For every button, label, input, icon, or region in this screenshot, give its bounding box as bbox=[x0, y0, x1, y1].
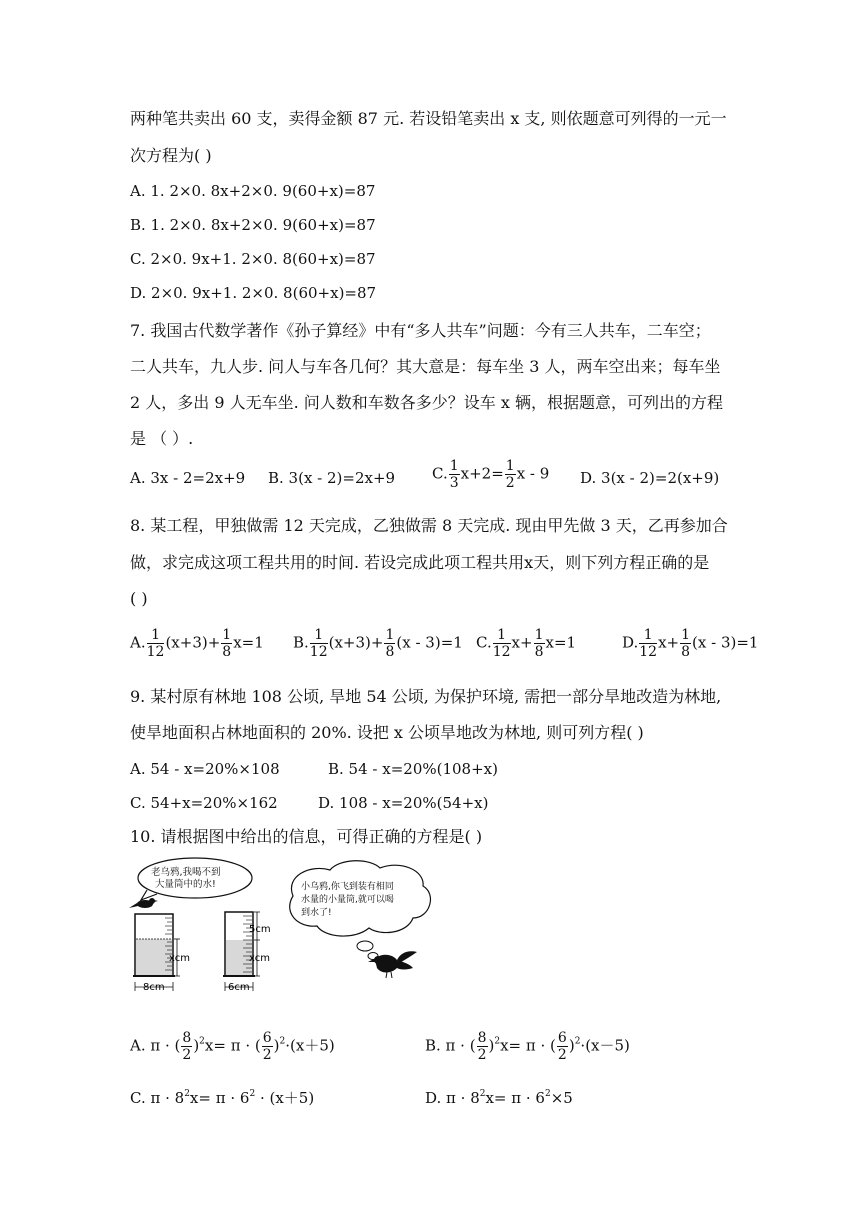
bubble-left-line1: 老乌鸦,我喝不到 bbox=[151, 867, 221, 878]
numerator: 8 bbox=[182, 1030, 192, 1046]
denominator: 8 bbox=[534, 644, 544, 660]
numerator: 1 bbox=[681, 627, 691, 643]
expression-part: ·(x－5) bbox=[580, 1036, 630, 1055]
bubble-left-line2: 大量筒中的水! bbox=[155, 879, 216, 890]
fraction bbox=[505, 458, 516, 491]
numerator: 1 bbox=[534, 627, 544, 643]
fraction bbox=[557, 1030, 568, 1063]
q8-option-d bbox=[622, 627, 758, 660]
numerator: 1 bbox=[310, 627, 328, 644]
exponent: 2 bbox=[574, 1036, 581, 1047]
q6-option-c: C. 2×0. 9x+1. 2×0. 8(60+x)=87 bbox=[130, 250, 376, 268]
numerator: 1 bbox=[505, 458, 515, 474]
denominator: 2 bbox=[557, 1047, 567, 1063]
q7-line2: 二人共车，九人步. 问人与车各几何？其大意是：每车坐 3 人，两车空出来；每车坐 bbox=[130, 357, 721, 376]
fraction bbox=[147, 627, 165, 660]
q9-line2: 使旱地面积占林地面积的 20%. 设把 x 公顷旱地改为林地, 则可列方程( ) bbox=[130, 723, 644, 742]
bubble-right-line2: 水量的小量筒,就可以喝 bbox=[301, 895, 394, 905]
q8-line2: 做，求完成这项工程共用的时间. 若设完成此项工程共用x天，则下列方程正确的是 bbox=[130, 553, 710, 572]
numerator: 1 bbox=[493, 627, 511, 644]
expression-part: ) bbox=[488, 1036, 495, 1055]
q8-option-c bbox=[476, 627, 576, 660]
q6-option-b: B. 1. 2×0. 8x+2×0. 9(60+x)=87 bbox=[130, 216, 376, 234]
expression-part: B. π · ( bbox=[425, 1036, 476, 1055]
option-letter: C. bbox=[476, 633, 492, 652]
q8-line3: ( ) bbox=[130, 589, 148, 608]
expression-part: D. π · 8 bbox=[425, 1089, 480, 1107]
q10-option-d bbox=[425, 1083, 573, 1109]
expression-part: A. π · ( bbox=[130, 1036, 181, 1055]
expression-part: x= π · 6 bbox=[189, 1089, 250, 1107]
denominator: 8 bbox=[222, 644, 232, 660]
speech-bubble-left bbox=[138, 858, 252, 898]
denominator: 2 bbox=[182, 1047, 192, 1063]
exponent: 2 bbox=[199, 1036, 205, 1047]
expression-part: x= π · ( bbox=[204, 1036, 261, 1055]
numerator: 1 bbox=[147, 627, 165, 644]
exponent: 2 bbox=[279, 1036, 286, 1047]
numerator: 6 bbox=[557, 1030, 567, 1046]
option-letter: B. bbox=[293, 633, 309, 652]
expression-part: ) bbox=[193, 1036, 200, 1055]
label-x-cm-small: xcm bbox=[249, 953, 270, 964]
option-letter: A. bbox=[130, 633, 146, 652]
q10-option-c bbox=[130, 1083, 314, 1109]
option-letter: C. bbox=[432, 464, 448, 483]
q9-option-c: C. 54+x=20%×162 bbox=[130, 794, 278, 812]
expression-part: (x - 3)=1 bbox=[692, 633, 759, 652]
expression-part: C. π · 8 bbox=[130, 1089, 185, 1107]
expression-part: x+2= bbox=[460, 464, 504, 483]
numerator: 1 bbox=[385, 627, 395, 643]
q9-line1: 9. 某村原有林地 108 公顷, 旱地 54 公顷, 为保护环境, 需把一部分旱地改造为林地, bbox=[130, 687, 722, 706]
q8-option-b bbox=[293, 627, 463, 660]
label-5cm: 5cm bbox=[249, 924, 271, 935]
expression-part: x= π · ( bbox=[500, 1036, 556, 1055]
exponent: 2 bbox=[479, 1089, 486, 1099]
expression-part: (x - 3)=1 bbox=[396, 633, 463, 652]
q7-line3: 2 人，多出 9 人无车坐. 问人数和车数各多少？设车 x 辆，根据题意，可列出的方程 bbox=[130, 393, 723, 412]
numerator: 1 bbox=[639, 627, 657, 644]
bubble-right-line3: 到水了! bbox=[301, 908, 332, 918]
fraction bbox=[262, 1030, 273, 1063]
q7-line4: 是 （ ）. bbox=[130, 429, 194, 448]
denominator: 12 bbox=[146, 644, 165, 660]
fraction bbox=[639, 627, 657, 660]
fraction bbox=[493, 627, 511, 660]
expression-part: ·(x＋5) bbox=[285, 1036, 335, 1055]
fraction bbox=[310, 627, 328, 660]
q10-figure bbox=[125, 856, 545, 996]
fraction bbox=[449, 458, 460, 491]
denominator: 3 bbox=[449, 475, 459, 491]
q9-option-b: B. 54 - x=20%(108+x) bbox=[328, 760, 498, 778]
large-cylinder bbox=[133, 914, 190, 993]
fraction bbox=[384, 627, 395, 660]
expression-part: x+ bbox=[511, 633, 533, 652]
exponent: 2 bbox=[249, 1089, 256, 1099]
numerator: 6 bbox=[262, 1030, 272, 1046]
small-cylinder bbox=[223, 912, 271, 993]
exponent: 2 bbox=[544, 1089, 551, 1099]
fraction bbox=[534, 627, 545, 660]
q9-option-a: A. 54 - x=20%×108 bbox=[130, 760, 280, 778]
q6-option-d: D. 2×0. 9x+1. 2×0. 8(60+x)=87 bbox=[130, 284, 377, 302]
expression-part: · (x＋5) bbox=[255, 1089, 315, 1107]
label-6cm: 6cm bbox=[228, 982, 250, 993]
denominator: 2 bbox=[262, 1047, 272, 1063]
q7-line1: 7. 我国古代数学著作《孙子算经》中有“多人共车”问题：今有三人共车，二车空； bbox=[130, 321, 711, 340]
q6-option-a: A. 1. 2×0. 8x+2×0. 9(60+x)=87 bbox=[130, 182, 376, 200]
denominator: 2 bbox=[505, 475, 515, 491]
expression-part: (x+3)+ bbox=[328, 633, 384, 652]
option-letter: D. bbox=[622, 633, 639, 652]
q10-option-b bbox=[425, 1030, 630, 1063]
q7-option-c bbox=[432, 458, 549, 491]
expression-part: x=1 bbox=[545, 633, 577, 652]
expression-part: x - 9 bbox=[516, 464, 550, 483]
expression-part: ×5 bbox=[550, 1089, 573, 1107]
label-8cm: 8cm bbox=[143, 982, 165, 993]
expression-part: x= π · 6 bbox=[485, 1089, 545, 1107]
denominator: 12 bbox=[309, 644, 328, 660]
denominator: 12 bbox=[492, 644, 511, 660]
q10-line1: 10. 请根据图中给出的信息，可得正确的方程是( ) bbox=[130, 827, 483, 846]
expression-part: x=1 bbox=[233, 633, 264, 652]
denominator: 2 bbox=[477, 1047, 487, 1063]
fraction bbox=[477, 1030, 488, 1063]
q9-option-d: D. 108 - x=20%(54+x) bbox=[318, 794, 489, 812]
expression-part: x+ bbox=[658, 633, 680, 652]
denominator: 12 bbox=[639, 644, 658, 660]
label-x-cm-large: xcm bbox=[169, 953, 190, 964]
q7-option-a: A. 3x - 2=2x+9 bbox=[130, 469, 246, 487]
exponent: 2 bbox=[184, 1089, 190, 1099]
numerator: 1 bbox=[222, 627, 232, 643]
q6-line1: 两种笔共卖出 60 支，卖得金额 87 元. 若设铅笔卖出 x 支, 则依题意可列得的一元一 bbox=[130, 109, 727, 128]
expression-part: ) bbox=[568, 1036, 575, 1055]
fraction bbox=[680, 627, 691, 660]
q8-option-a bbox=[130, 627, 264, 660]
numerator: 1 bbox=[449, 458, 459, 474]
bubble-right-line1: 小乌鸦,你飞到装有相同 bbox=[301, 882, 394, 892]
q6-line2: 次方程为( ) bbox=[130, 146, 212, 165]
numerator: 8 bbox=[477, 1030, 487, 1046]
q7-option-b: B. 3(x - 2)=2x+9 bbox=[268, 469, 396, 487]
exponent: 2 bbox=[494, 1036, 501, 1047]
expression-part: ) bbox=[273, 1036, 280, 1055]
fraction bbox=[221, 627, 232, 660]
denominator: 8 bbox=[385, 644, 395, 660]
denominator: 8 bbox=[681, 644, 691, 660]
q8-line1: 8. 某工程，甲独做需 12 天完成，乙独做需 8 天完成. 现由甲先做 3 天，乙再参加合 bbox=[130, 516, 728, 535]
fraction bbox=[181, 1030, 192, 1063]
q10-option-a bbox=[130, 1030, 335, 1063]
q7-option-d: D. 3(x - 2)=2(x+9) bbox=[580, 469, 720, 487]
expression-part: (x+3)+ bbox=[165, 633, 221, 652]
